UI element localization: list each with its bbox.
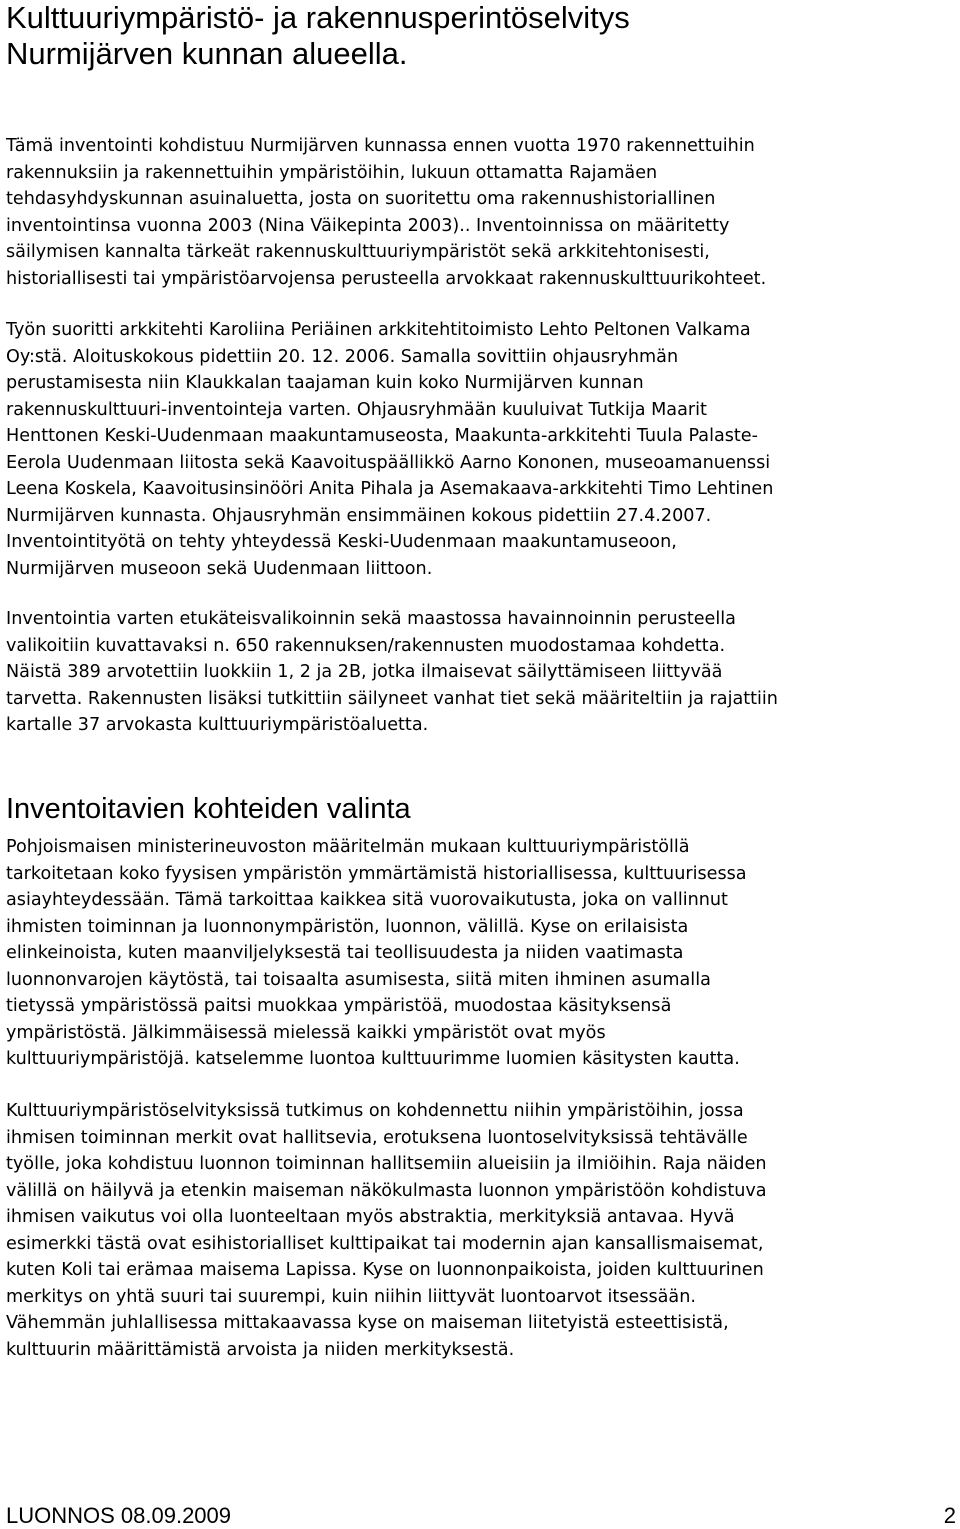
text-line: välillä on häilyvä ja etenkin maiseman näkökulmasta luonnon ympäristöön kohdistuva — [6, 1180, 767, 1201]
text-line: kulttuurin määrittämistä arvoista ja niiden merkityksestä. — [6, 1339, 515, 1360]
text-line: ihmisten toiminnan ja luonnonympäristön, luonnon, välillä. Kyse on erilaisista — [6, 916, 689, 937]
draft-date-label: LUONNOS 08.09.2009 — [6, 1503, 232, 1528]
text-line: Inventointityötä on tehty yhteydessä Keski-Uudenmaan maakuntamuseoon, — [6, 532, 677, 552]
text-line: Henttonen Keski-Uudenmaan maakuntamuseosta, Maakunta-arkkitehti Tuula Palaste- — [6, 426, 758, 446]
intro-paragraph — [6, 133, 956, 292]
work-paragraph — [6, 317, 956, 582]
text-line: Tämä inventointi kohdistuu Nurmijärven kunnassa ennen vuotta 1970 rakennettuihin — [6, 136, 755, 156]
text-line: luonnonvarojen käytöstä, tai toisaalta asumisesta, siitä miten ihminen asumalla — [6, 969, 711, 990]
definition-paragraph — [6, 834, 956, 1073]
section-heading: Inventoitavien kohteiden valinta — [6, 793, 411, 825]
text-line: Nurmijärven kunnasta. Ohjausryhmän ensimmäinen kokous pidettiin 27.4.2007. — [6, 505, 712, 526]
text-line: historiallisesti tai ympäristöarvojensa perusteella arvokkaat rakennuskulttuurikohteet. — [6, 268, 767, 289]
text-line: kuten Koli tai erämaa maisema Lapissa. Kyse on luonnonpaikoista, joiden kulttuurinen — [6, 1260, 764, 1280]
text-line: Pohjoismaisen ministerineuvoston määritelmän mukaan kulttuuriympäristöllä — [6, 837, 690, 857]
text-line: inventointinsa vuonna 2003 (Nina Väikepinta 2003).. Inventoinnissa on määritetty — [6, 215, 730, 236]
text-line: perustamisesta niin Klaukkalan taajaman kuin koko Nurmijärven kunnan — [6, 373, 644, 393]
text-line: esimerkki tästä ovat esihistorialliset kulttipaikat tai modernin ajan kansallismaisemat, — [6, 1233, 764, 1254]
text-line: työlle, joka kohdistuu luonnon toiminnan hallitsemiin alueisiin ja ilmiöihin. Raja näiden — [6, 1154, 767, 1174]
text-line: merkitys on yhtä suuri tai suurempi, kuin niihin liittyvät luontoarvot itsessään. — [6, 1286, 696, 1307]
text-line: Näistä 389 arvotettiin luokkiin 1, 2 ja 2B, jotka ilmaisevat säilyttämiseen liittyvää — [6, 662, 723, 682]
text-line: asiayhteydessään. Tämä tarkoittaa kaikkea sitä vuorovaikutusta, joka on vallinnut — [6, 890, 728, 910]
text-line: Työn suoritti arkkitehti Karoliina Periäinen arkkitehtitoimisto Lehto Peltonen Valkama — [6, 320, 751, 340]
text-line: tarvetta. Rakennusten lisäksi tutkittiin säilyneet vanhat tiet sekä määriteltiin ja rajattiin — [6, 688, 778, 709]
text-line: ihmisen vaikutus voi olla luonteeltaan myös abstraktia, merkityksiä antavaa. Hyvä — [6, 1207, 735, 1227]
text-line: kartalle 37 arvokasta kulttuuriympäristöaluetta. — [6, 715, 429, 735]
text-line: valikoitiin kuvattavaksi n. 650 rakennuksen/rakennusten muodostamaa kohdetta. — [6, 635, 726, 656]
title-line-2: Nurmijärven kunnan alueella. — [6, 36, 408, 71]
text-line: Inventointia varten etukäteisvalikoinnin sekä maastossa havainnoinnin perusteella — [6, 609, 736, 629]
document-title — [6, 0, 956, 72]
text-line: Nurmijärven museoon sekä Uudenmaan liittoon. — [6, 558, 433, 579]
text-line: säilymisen kannalta tärkeät rakennuskulttuuriympäristöt sekä arkkitehtonisesti, — [6, 242, 710, 262]
text-line: tarkoitetaan koko fyysisen ympäristön ymmärtämistä historiallisessa, kulttuurisessa — [6, 863, 747, 884]
page-number: 2 — [943, 1503, 956, 1528]
text-line: elinkeinoista, kuten maanviljelyksestä tai teollisuudesta ja niiden vaatimasta — [6, 943, 684, 963]
text-line: rakennuksiin ja rakennettuihin ympäristöihin, lukuun ottamatta Rajamäen — [6, 162, 658, 183]
text-line: Leena Koskela, Kaavoitusinsinööri Anita Pihala ja Asemakaava-arkkitehti Timo Lehtinen — [6, 479, 774, 499]
research-paragraph — [6, 1098, 956, 1363]
text-line: Vähemmän juhlallisessa mittakaavassa kyse on maiseman liitetyistä esteettisistä, — [6, 1313, 729, 1333]
text-line: tehdasyhdyskunnan asuinaluetta, josta on suoritettu oma rakennushistoriallinen — [6, 189, 716, 209]
text-line: Kulttuuriympäristöselvityksissä tutkimus on kohdennettu niihin ympäristöihin, jossa — [6, 1101, 744, 1121]
text-line: kulttuuriympäristöjä. katselemme luontoa kulttuurimme luomien käsitysten kautta. — [6, 1049, 740, 1069]
text-line: tietyssä ympäristössä paitsi muokkaa ympäristöä, muodostaa käsityksensä — [6, 996, 672, 1016]
text-line: Eerola Uudenmaan liitosta sekä Kaavoituspäällikkö Aarno Kononen, museoamanuenssi — [6, 452, 771, 473]
text-line: ihmisen toiminnan merkit ovat hallitsevia, erotuksena luontoselvityksissä tehtävälle — [6, 1127, 748, 1148]
text-line: Oy:stä. Aloituskokous pidettiin 20. 12. 2006. Samalla sovittiin ohjausryhmän — [6, 346, 679, 367]
selection-paragraph — [6, 606, 956, 739]
text-line: rakennuskulttuuri-inventointeja varten. Ohjausryhmään kuuluivat Tutkija Maarit — [6, 399, 707, 420]
document-page — [6, 0, 956, 1528]
title-line-1: Kulttuuriympäristö- ja rakennusperintöselvitys — [6, 0, 630, 35]
text-line: ympäristöstä. Jälkimmäisessä mielessä kaikki ympäristöt ovat myös — [6, 1022, 606, 1043]
